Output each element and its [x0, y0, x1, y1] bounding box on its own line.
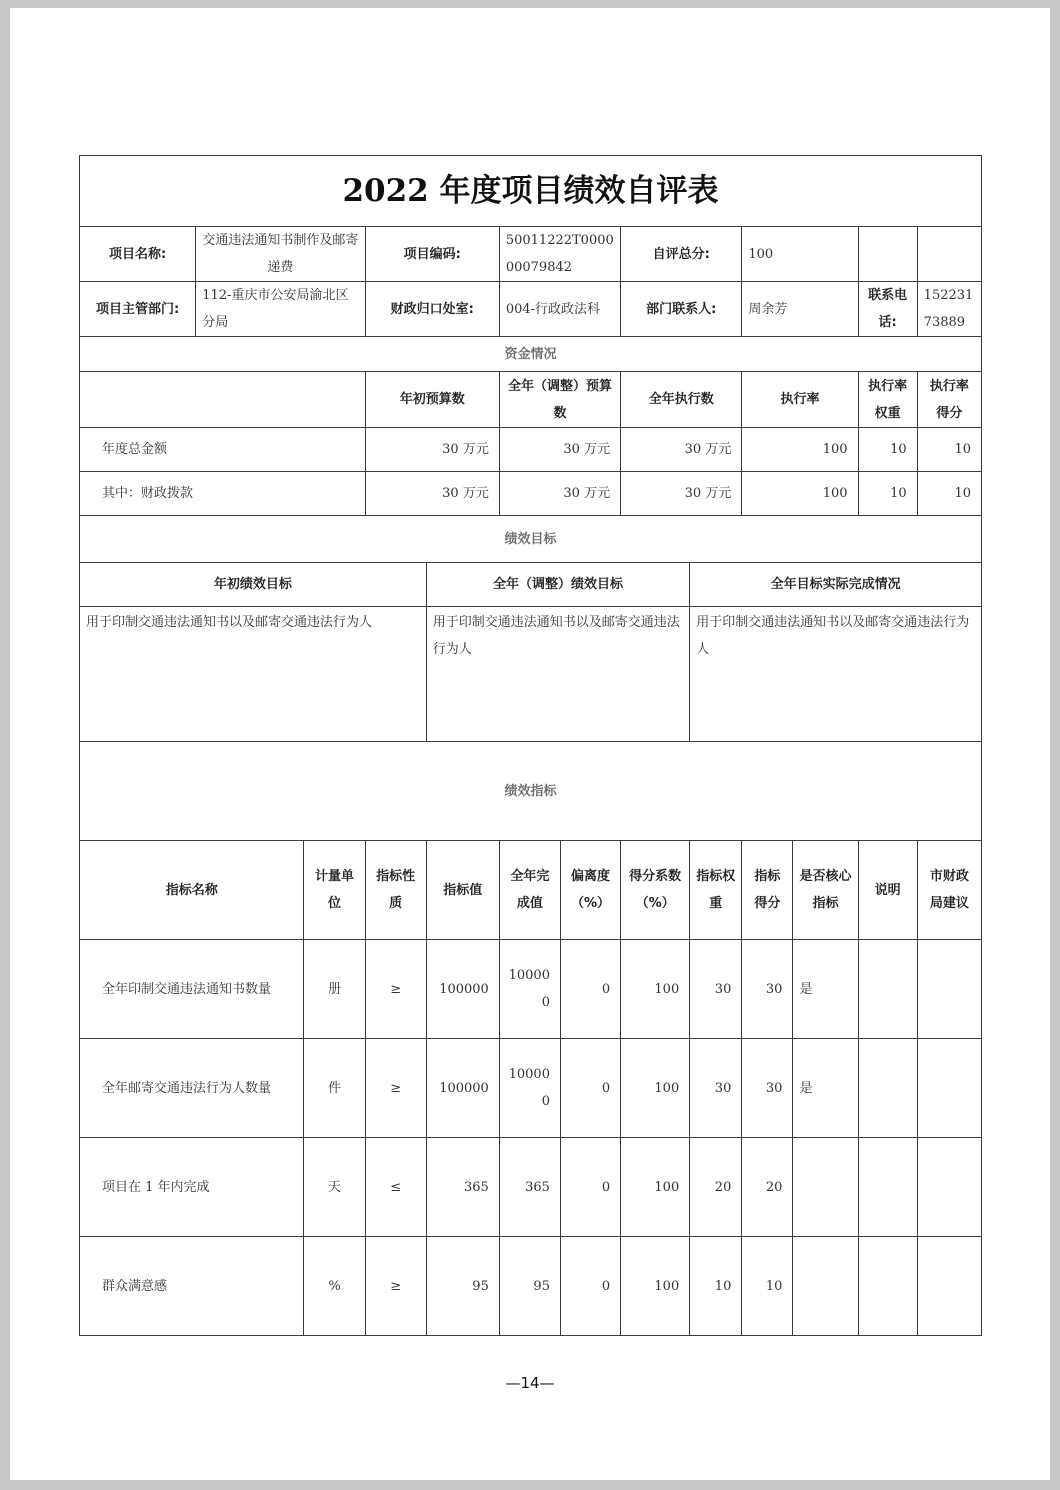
indicator-header: 指标名称: [80, 841, 304, 940]
indicator-completed: 95: [499, 1237, 560, 1336]
empty-cell: [917, 227, 981, 282]
funds-cell: 30 万元: [365, 428, 499, 472]
evaluation-form: [79, 155, 982, 1336]
indicator-core: [793, 1138, 858, 1237]
indicator-header: 指标权重: [690, 841, 742, 940]
table-row: [80, 940, 982, 1039]
goal-initial: 用于印制交通违法通知书以及邮寄交通违法行为人: [80, 607, 427, 742]
indicator-unit: 天: [304, 1138, 365, 1237]
indicator-advice: [917, 1138, 981, 1237]
indicator-coefficient: 100: [621, 1039, 690, 1138]
indicator-header: 指标得分: [742, 841, 793, 940]
contact-label: 部门联系人:: [621, 282, 742, 337]
indicator-nature: ≤: [365, 1138, 426, 1237]
indicator-completed: 100000: [499, 1039, 560, 1138]
indicator-header: 指标值: [426, 841, 499, 940]
table-row: [80, 1039, 982, 1138]
indicator-value: 100000: [426, 940, 499, 1039]
indicator-header: 偏离度（%）: [560, 841, 620, 940]
goal-actual: 用于印制交通违法通知书以及邮寄交通违法行为人: [690, 607, 982, 742]
indicator-advice: [917, 940, 981, 1039]
indicator-completed: 365: [499, 1138, 560, 1237]
indicator-weight: 10: [690, 1237, 742, 1336]
indicator-advice: [917, 1237, 981, 1336]
project-code-label: 项目编码:: [365, 227, 499, 282]
indicator-unit: %: [304, 1237, 365, 1336]
funds-header: 全年执行数: [621, 372, 742, 428]
funds-cell: 10: [858, 472, 917, 516]
phone-label: 联系电话:: [858, 282, 917, 337]
funds-cell: 100: [742, 472, 858, 516]
project-name-value: 交通违法通知书制作及邮寄递费: [196, 227, 365, 282]
funds-section-title: 资金情况: [80, 337, 982, 372]
indicator-core: 是: [793, 1039, 858, 1138]
indicator-coefficient: 100: [621, 1237, 690, 1336]
funds-cell: 30 万元: [365, 472, 499, 516]
funds-cell: 30 万元: [621, 472, 742, 516]
funds-header: 执行率: [742, 372, 858, 428]
indicator-coefficient: 100: [621, 940, 690, 1039]
indicator-weight: 30: [690, 940, 742, 1039]
indicator-unit: 册: [304, 940, 365, 1039]
indicator-header: 得分系数（%）: [621, 841, 690, 940]
indicator-header: 是否核心指标: [793, 841, 858, 940]
indicator-nature: ≥: [365, 1237, 426, 1336]
goals-section-title: 绩效目标: [80, 516, 982, 563]
indicator-core: 是: [793, 940, 858, 1039]
funds-cell: 10: [917, 428, 981, 472]
indicator-header: 市财政局建议: [917, 841, 981, 940]
table-row: [80, 1138, 982, 1237]
indicator-deviation: 0: [560, 1039, 620, 1138]
indicator-unit: 件: [304, 1039, 365, 1138]
indicator-nature: ≥: [365, 940, 426, 1039]
score-value: 100: [742, 227, 858, 282]
indicator-header: 说明: [858, 841, 917, 940]
page-number: —14—: [505, 1374, 555, 1392]
funds-cell: 30 万元: [499, 428, 620, 472]
goals-header: 年初绩效目标: [80, 563, 427, 607]
funds-header: 执行率权重: [858, 372, 917, 428]
indicator-advice: [917, 1039, 981, 1138]
funds-cell: 100: [742, 428, 858, 472]
indicator-deviation: 0: [560, 940, 620, 1039]
empty-header-cell: [80, 372, 366, 428]
indicator-name: 群众满意感: [80, 1237, 304, 1336]
indicator-header: 全年完成值: [499, 841, 560, 940]
indicator-value: 365: [426, 1138, 499, 1237]
funds-cell: 30 万元: [621, 428, 742, 472]
funds-cell: 30 万元: [499, 472, 620, 516]
indicator-deviation: 0: [560, 1138, 620, 1237]
indicator-value: 100000: [426, 1039, 499, 1138]
funds-cell: 10: [858, 428, 917, 472]
goal-adjusted: 用于印制交通违法通知书以及邮寄交通违法行为人: [426, 607, 690, 742]
document-page: [10, 8, 1050, 1480]
contact-value: 周余芳: [742, 282, 858, 337]
indicator-note: [858, 940, 917, 1039]
finance-label: 财政归口处室:: [365, 282, 499, 337]
phone-value: 15223173889: [917, 282, 981, 337]
score-label: 自评总分:: [621, 227, 742, 282]
indicator-nature: ≥: [365, 1039, 426, 1138]
indicator-deviation: 0: [560, 1237, 620, 1336]
dept-label: 项目主管部门:: [80, 282, 196, 337]
indicator-value: 95: [426, 1237, 499, 1336]
table-row: [80, 1237, 982, 1336]
indicator-score: 30: [742, 940, 793, 1039]
indicator-completed: 100000: [499, 940, 560, 1039]
form-title: 2022 年度项目绩效自评表: [80, 156, 982, 227]
indicator-header: 指标性质: [365, 841, 426, 940]
indicator-score: 20: [742, 1138, 793, 1237]
indicator-score: 30: [742, 1039, 793, 1138]
indicator-note: [858, 1138, 917, 1237]
indicator-score: 10: [742, 1237, 793, 1336]
indicator-name: 全年邮寄交通违法行为人数量: [80, 1039, 304, 1138]
indicator-note: [858, 1237, 917, 1336]
funds-row-label: 年度总金额: [80, 428, 366, 472]
project-name-label: 项目名称:: [80, 227, 196, 282]
indicators-section-title: 绩效指标: [80, 742, 982, 841]
indicator-header: 计量单位: [304, 841, 365, 940]
indicator-weight: 20: [690, 1138, 742, 1237]
funds-row-label: 其中：财政拨款: [80, 472, 366, 516]
indicator-coefficient: 100: [621, 1138, 690, 1237]
finance-value: 004-行政政法科: [499, 282, 620, 337]
indicator-name: 项目在 1 年内完成: [80, 1138, 304, 1237]
goals-header: 全年目标实际完成情况: [690, 563, 982, 607]
indicator-weight: 30: [690, 1039, 742, 1138]
indicator-name: 全年印制交通违法通知书数量: [80, 940, 304, 1039]
funds-cell: 10: [917, 472, 981, 516]
goals-header: 全年（调整）绩效目标: [426, 563, 690, 607]
dept-value: 112-重庆市公安局渝北区分局: [196, 282, 365, 337]
project-code-value: 50011222T000000079842: [499, 227, 620, 282]
empty-cell: [858, 227, 917, 282]
funds-header: 年初预算数: [365, 372, 499, 428]
indicator-core: [793, 1237, 858, 1336]
funds-header: 全年（调整）预算数: [499, 372, 620, 428]
indicator-note: [858, 1039, 917, 1138]
funds-header: 执行率得分: [917, 372, 981, 428]
